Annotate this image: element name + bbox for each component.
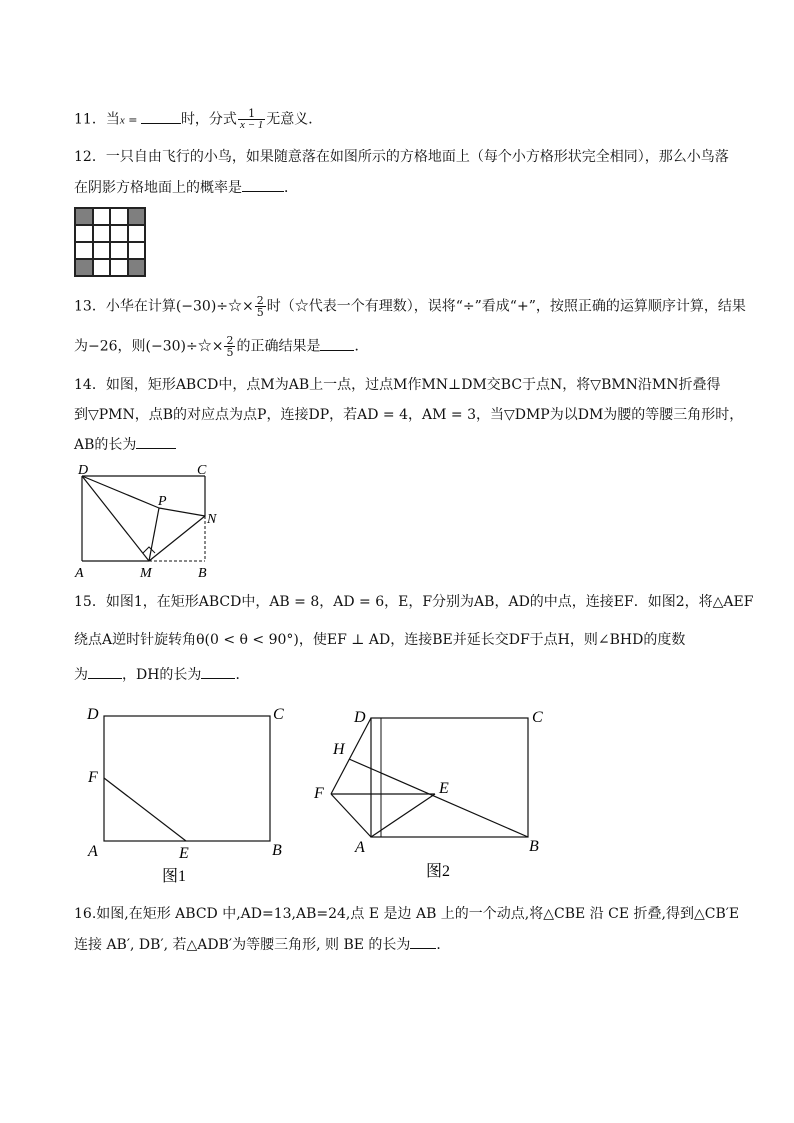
q15-fig2-label-c: C: [532, 709, 543, 726]
q13-text-c: 为−26，则: [74, 338, 146, 355]
q14-label-d: D: [78, 463, 89, 478]
q15-fig1-line-ef: [104, 778, 186, 841]
q12-grid-figure: [74, 207, 146, 277]
q13-frac2-denominator: 5: [226, 346, 234, 359]
q14-line-mn: [149, 516, 205, 561]
grid-cell: [93, 225, 111, 242]
q15-fig1-label-e: E: [179, 845, 189, 862]
q14-right-angle-mark: [143, 547, 155, 553]
q15-line3: [74, 664, 249, 685]
grid-cell: [75, 242, 93, 259]
q13-answer-blank[interactable]: [320, 336, 354, 351]
q15-line2: 绕点A逆时针旋转角θ(0 < θ < 90°)，使EF ⊥ AD，连接BE并延长交DF于点H，则∠BHD的度数: [74, 632, 686, 648]
q14-line-dm: [82, 476, 149, 561]
grid-cell-shaded: [128, 259, 146, 276]
q15-fig2-label-a: A: [355, 839, 365, 856]
q15-end-text: ．: [235, 667, 250, 683]
q15-fig1-rectangle: [104, 716, 270, 841]
q13-text-d: 的正确结果是: [236, 338, 321, 355]
q15-fig2-label-d: D: [354, 709, 366, 726]
q11-answer-blank[interactable]: [141, 109, 181, 124]
q12-answer-blank[interactable]: [242, 177, 284, 192]
q14-line3-text: AB的长为: [74, 437, 137, 453]
q12-end-text: ．: [284, 180, 298, 196]
q15-line3-a: 为: [74, 667, 88, 683]
grid-cell: [110, 259, 128, 276]
q15-fig1-label-d: D: [87, 706, 99, 723]
q14-figure: [70, 458, 230, 582]
grid-cell: [75, 225, 93, 242]
q16-line2-text: 连接 AB′, DB′, 若△ADB′为等腰三角形, 则 BE 的长为: [74, 937, 411, 953]
q16-line2: [74, 934, 450, 955]
q13-end-text: ．: [354, 338, 369, 355]
q13-fraction-2: [224, 335, 235, 358]
q12-line2-text: 在阴影方格地面上的概率是: [74, 180, 242, 196]
q15-figure2: [310, 700, 560, 885]
q15-fig1-caption: 图1: [162, 868, 187, 885]
q11-number: 11．当: [74, 111, 120, 128]
q14-line1: 14．如图，矩形ABCD中，点M为AB上一点，过点M作MN⊥DM交BC于点N，将▽BMN沿MN折叠得: [74, 377, 721, 393]
q13-expression-2: (−30)÷☆×: [145, 338, 224, 355]
q13-expression: (−30)÷☆×: [175, 298, 254, 315]
q13-fraction: [255, 295, 266, 318]
q15-fig2-line-fa: [331, 794, 371, 837]
grid-cell: [128, 242, 146, 259]
q11-end-text: 无意义．: [266, 111, 323, 128]
q11-equals: =: [124, 113, 141, 127]
q11-frac-denominator: x − 1: [239, 119, 264, 131]
grid-cell-shaded: [75, 259, 93, 276]
q15-fig1-label-c: C: [273, 706, 284, 723]
grid-cell-shaded: [128, 208, 146, 225]
grid-cell-shaded: [75, 208, 93, 225]
q15-fig2-label-f: F: [314, 785, 324, 802]
q15-line1: 15．如图1，在矩形ABCD中，AB = 8，AD = 6，E，F分别为AB，AD的中点，连接EF．如图2，将△AEF: [74, 594, 754, 610]
q16-end-text: ．: [436, 937, 451, 953]
q14-label-c: C: [197, 463, 207, 478]
q11-frac-numerator: 1: [248, 107, 256, 120]
q11-fraction: [238, 108, 265, 131]
q14-answer-blank[interactable]: [136, 434, 176, 449]
q16-answer-blank[interactable]: [410, 934, 436, 949]
q14-line-pm: [149, 508, 159, 561]
q15-fig2-label-h: H: [333, 741, 345, 758]
q15-figure1: [80, 700, 300, 890]
q14-line3: [74, 434, 176, 455]
q13-frac-numerator: 2: [256, 294, 264, 307]
q15-fig1-label-b: B: [272, 842, 282, 859]
q11-variable: x: [119, 114, 125, 127]
q15-fig2-line-hb: [349, 759, 528, 837]
q12-line2: [74, 177, 298, 198]
q13-text-a: 13．小华在计算: [74, 298, 176, 315]
q14-label-n: N: [207, 512, 217, 527]
q14-label-p: P: [158, 494, 167, 509]
q13-frac2-numerator: 2: [226, 334, 234, 347]
q11-line: [74, 108, 322, 131]
grid-cell: [93, 208, 111, 225]
q15-answer-blank-1[interactable]: [88, 664, 122, 679]
grid-cell: [110, 225, 128, 242]
q15-fig1-label-a: A: [88, 843, 98, 860]
q14-label-b: B: [198, 566, 207, 581]
q14-label-m: M: [140, 566, 152, 581]
grid-cell: [128, 225, 146, 242]
q14-line2: 到▽PMN，点B的对应点为点P，连接DP，若AD = 4，AM = 3，当▽DMP为以DM为腰的等腰三角形时，: [74, 407, 744, 423]
q13-text-b: 时（☆代表一个有理数），误将“÷”看成“+”，按照正确的运算顺序计算，结果: [266, 298, 746, 315]
grid-cell: [93, 242, 111, 259]
q15-answer-blank-2[interactable]: [201, 664, 235, 679]
q13-frac-denominator: 5: [256, 306, 264, 319]
q13-line2: [74, 335, 368, 358]
grid-cell: [93, 259, 111, 276]
q15-fig2-caption: 图2: [426, 863, 451, 880]
q11-mid-text: 时，分式: [180, 111, 237, 128]
grid-cell: [110, 208, 128, 225]
q15-fig2-rectangle: [371, 718, 528, 837]
q15-fig2-label-e: E: [439, 780, 449, 797]
q14-line-pn: [159, 508, 205, 516]
q12-line1: 12．一只自由飞行的小鸟，如果随意落在如图所示的方格地面上（每个小方格形状完全相同），那么小鸟落: [74, 149, 729, 165]
q15-fig1-label-f: F: [88, 769, 98, 786]
q16-line1: 16.如图,在矩形 ABCD 中,AD=13,AB=24,点 E 是边 AB 上的一个动点,将△CBE 沿 CE 折叠,得到△CB′E: [74, 906, 740, 922]
q13-line1: [74, 295, 746, 318]
q15-line3-b: ，DH的长为: [122, 667, 202, 683]
q15-fig2-label-b: B: [529, 838, 539, 855]
q14-label-a: A: [75, 566, 84, 581]
q14-line-dp: [82, 476, 159, 508]
grid-cell: [110, 242, 128, 259]
